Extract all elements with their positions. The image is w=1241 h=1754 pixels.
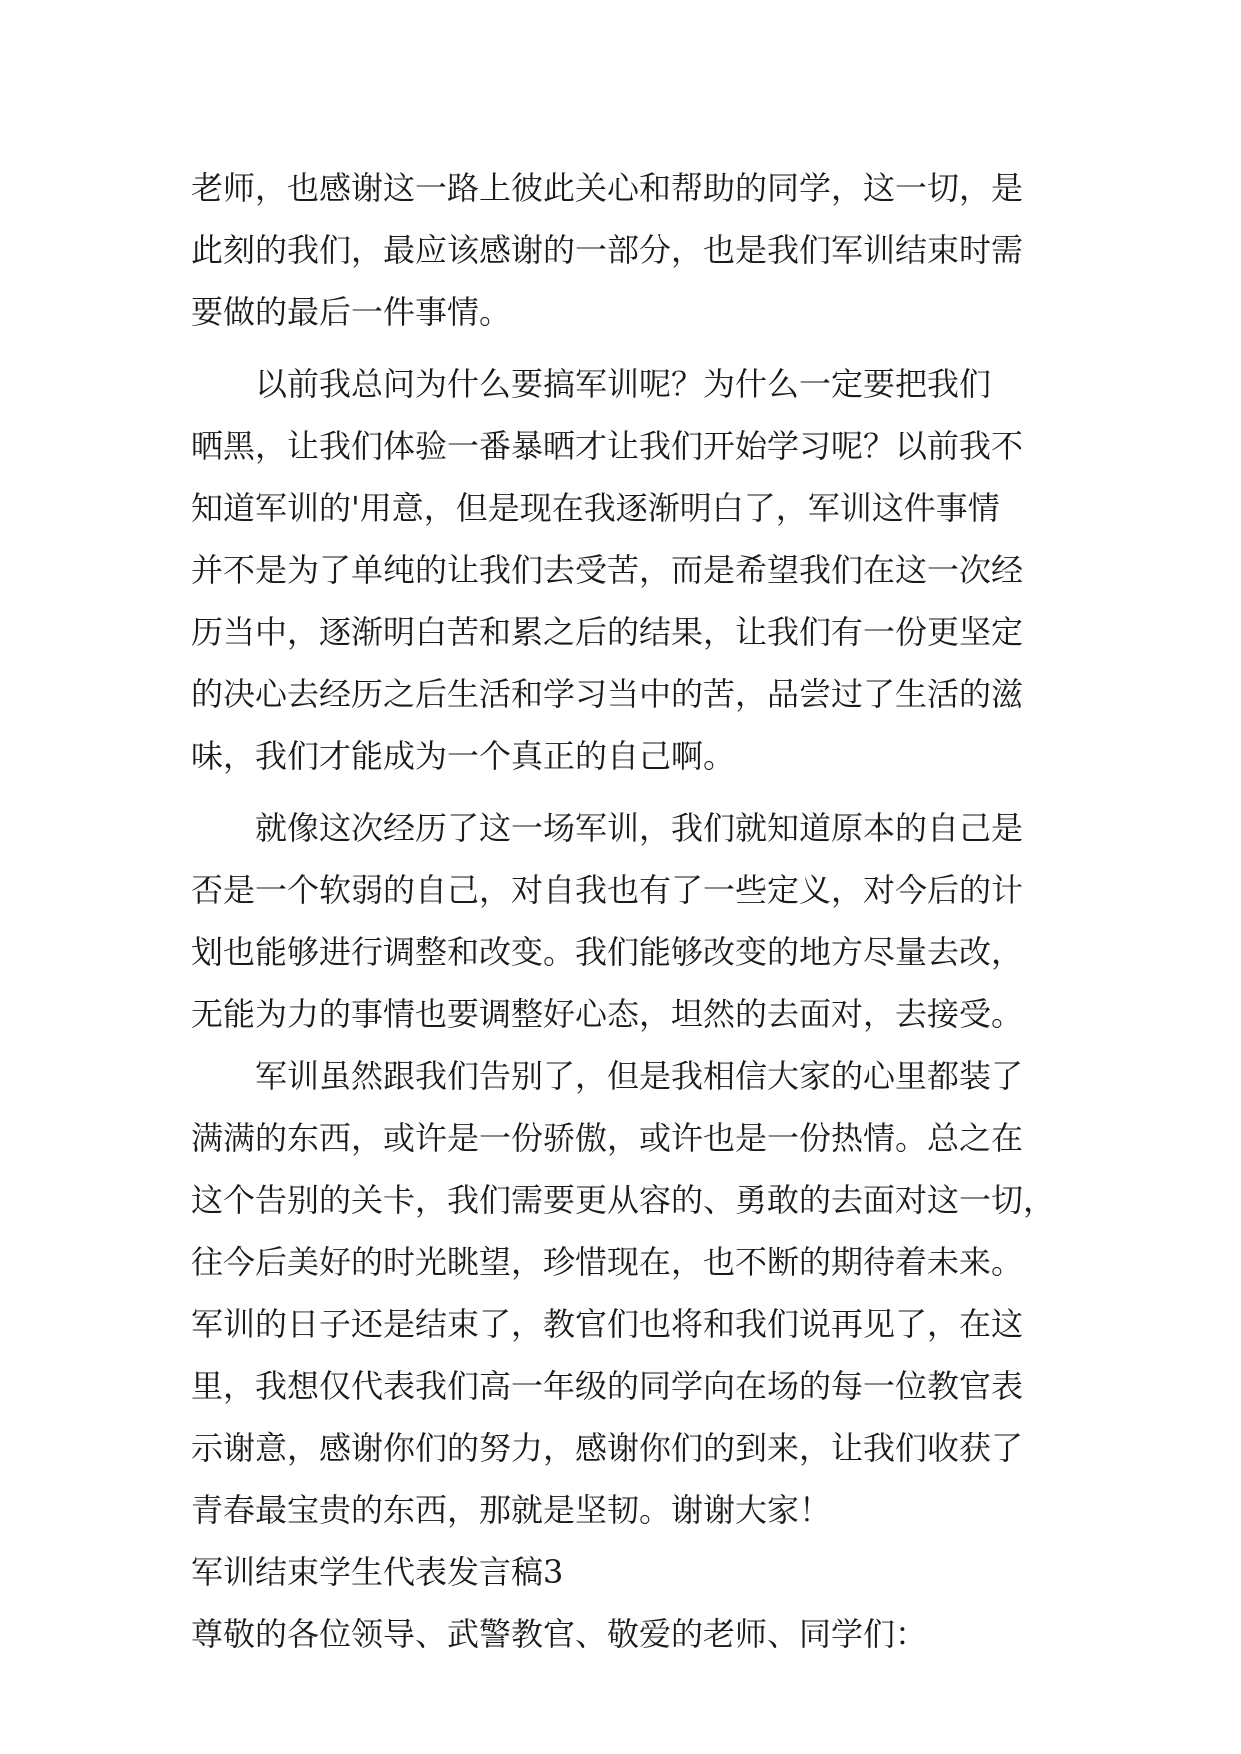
text-line: 这个告别的关卡，我们需要更从容的、勇敢的去面对这一切， [191, 1181, 1056, 1219]
text-line: 此刻的我们，最应该感谢的一部分，也是我们军训结束时需 [191, 231, 1024, 269]
text-line: 味，我们才能成为一个真正的自己啊。 [191, 737, 736, 775]
text-line: 军训虽然跟我们告别了，但是我相信大家的心里都装了 [255, 1057, 1024, 1095]
paragraph-1 [191, 157, 1067, 343]
text-line: 划也能够进行调整和改变。我们能够改变的地方尽量去改， [191, 933, 1024, 971]
text-line: 并不是为了单纯的让我们去受苦，而是希望我们在这一次经 [191, 551, 1024, 589]
text-line: 示谢意，感谢你们的努力，感谢你们的到来，让我们收获了 [191, 1429, 1024, 1467]
paragraph-3 [191, 797, 1067, 1045]
text-line: 历当中，逐渐明白苦和累之后的结果，让我们有一份更坚定 [191, 613, 1024, 651]
paragraph-4 [191, 1045, 1067, 1541]
section-heading: 军训结束学生代表发言稿3 [191, 1553, 564, 1591]
text-line: 青春最宝贵的东西，那就是坚韧。谢谢大家！ [191, 1491, 832, 1529]
text-line: 以前我总问为什么要搞军训呢？为什么一定要把我们 [255, 365, 992, 403]
text-line: 无能为力的事情也要调整好心态，坦然的去面对，去接受。 [191, 995, 1024, 1033]
text-line: 晒黑，让我们体验一番暴晒才让我们开始学习呢？以前我不 [191, 427, 1024, 465]
text-line: 要做的最后一件事情。 [191, 293, 512, 331]
document-body [191, 157, 1067, 1665]
salutation: 尊敬的各位领导、武警教官、敬爱的老师、同学们： [191, 1615, 928, 1653]
text-line: 军训的日子还是结束了，教官们也将和我们说再见了，在这 [191, 1305, 1024, 1343]
text-line: 的决心去经历之后生活和学习当中的苦，品尝过了生活的滋 [191, 675, 1024, 713]
text-line: 里，我想仅代表我们高一年级的同学向在场的每一位教官表 [191, 1367, 1024, 1405]
paragraph-2 [191, 353, 1067, 787]
text-line: 就像这次经历了这一场军训，我们就知道原本的自己是 [255, 809, 1024, 847]
text-line: 老师，也感谢这一路上彼此关心和帮助的同学，这一切，是 [191, 169, 1024, 207]
text-line: 往今后美好的时光眺望，珍惜现在，也不断的期待着未来。 [191, 1243, 1024, 1281]
text-line: 满满的东西，或许是一份骄傲，或许也是一份热情。总之在 [191, 1119, 1024, 1157]
text-line: 否是一个软弱的自己，对自我也有了一些定义，对今后的计 [191, 871, 1024, 909]
text-line: 知道军训的'用意，但是现在我逐渐明白了，军训这件事情 [191, 489, 1000, 527]
